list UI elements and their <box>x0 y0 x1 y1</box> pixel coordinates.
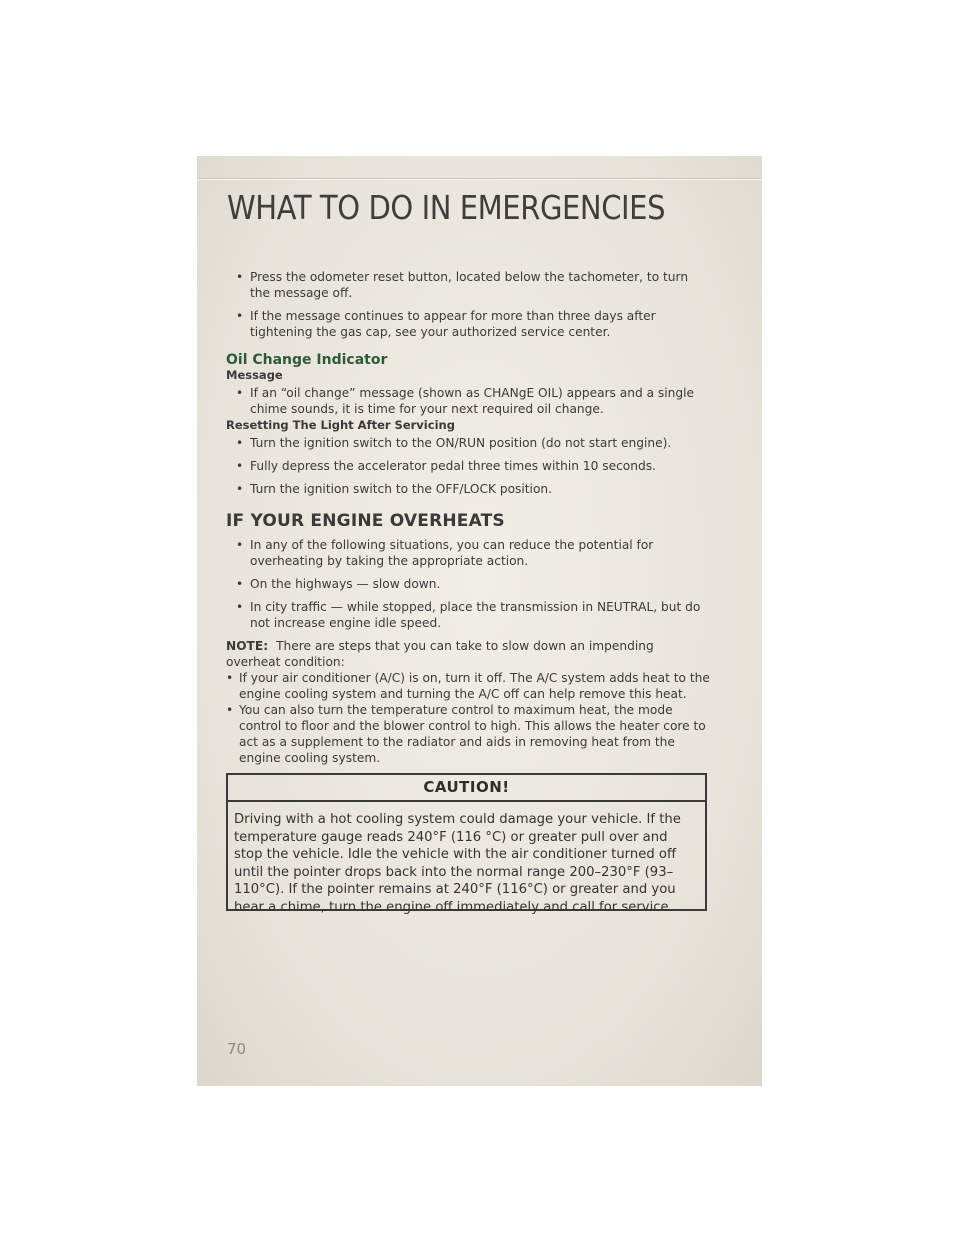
list-item: • In any of the following situations, you can reduce the potential for overheating by taking the appropriate action. <box>226 537 711 569</box>
message-label: Message <box>226 368 283 382</box>
caution-title: CAUTION! <box>228 775 705 802</box>
list-item: • Turn the ignition switch to the OFF/LOCK position. <box>226 481 711 497</box>
intro-bullet-list <box>226 269 711 340</box>
overheat-heading: IF YOUR ENGINE OVERHEATS <box>226 511 505 531</box>
caution-box <box>226 773 707 915</box>
section-header: WHAT TO DO IN EMERGENCIES <box>227 188 666 227</box>
caution-text: Driving with a hot cooling system could damage your vehicle. If the temperature gauge reads 240°F (116 °C) or greater pull over and stop the vehicle. Idle the vehicle with the air conditioner turned off until the pointer drops back into the normal range 200–230°F (93–110°C). If the pointer remains at 240°F (116°C) or greater and you hear a chime, turn the engine off immediately and call for service. <box>234 812 681 915</box>
note-label: NOTE: <box>226 639 269 653</box>
overheat-bullet-list <box>226 537 711 631</box>
note-bullet-list <box>226 670 711 766</box>
note-paragraph <box>226 638 711 670</box>
reset-label: Resetting The Light After Servicing <box>226 418 455 432</box>
message-bullet-list <box>226 385 711 417</box>
list-item: • If an “oil change” message (shown as CHANgE OIL) appears and a single chime sounds, it is time for your next required oil change. <box>226 385 711 417</box>
page-number: 70 <box>227 1040 247 1058</box>
list-item: • Fully depress the accelerator pedal three times within 10 seconds. <box>226 458 711 474</box>
list-item: • Press the odometer reset button, located below the tachometer, to turn the message off. <box>226 269 711 301</box>
page-content <box>226 269 711 766</box>
oil-change-heading: Oil Change Indicator <box>226 352 388 368</box>
list-item: • If your air conditioner (A/C) is on, turn it off. The A/C system adds heat to the engine cooling system and turning the A/C off can help remove this heat. <box>226 670 711 702</box>
header-rule <box>197 178 762 180</box>
reset-bullet-list <box>226 435 711 497</box>
note-text: There are steps that you can take to slow down an impending overheat condition: <box>226 639 654 669</box>
list-item: • If the message continues to appear for more than three days after tightening the gas cap, see your authorized service center. <box>226 308 711 340</box>
list-item: • Turn the ignition switch to the ON/RUN position (do not start engine). <box>226 435 711 451</box>
manual-page <box>197 156 762 1086</box>
list-item: • You can also turn the temperature control to maximum heat, the mode control to floor and the blower control to high. This allows the heater core to act as a supplement to the radiator and aids in removing heat from the engine cooling system. <box>226 702 711 766</box>
list-item: • In city traffic — while stopped, place the transmission in NEUTRAL, but do not increase engine idle speed. <box>226 599 711 631</box>
list-item: • On the highways — slow down. <box>226 576 711 592</box>
